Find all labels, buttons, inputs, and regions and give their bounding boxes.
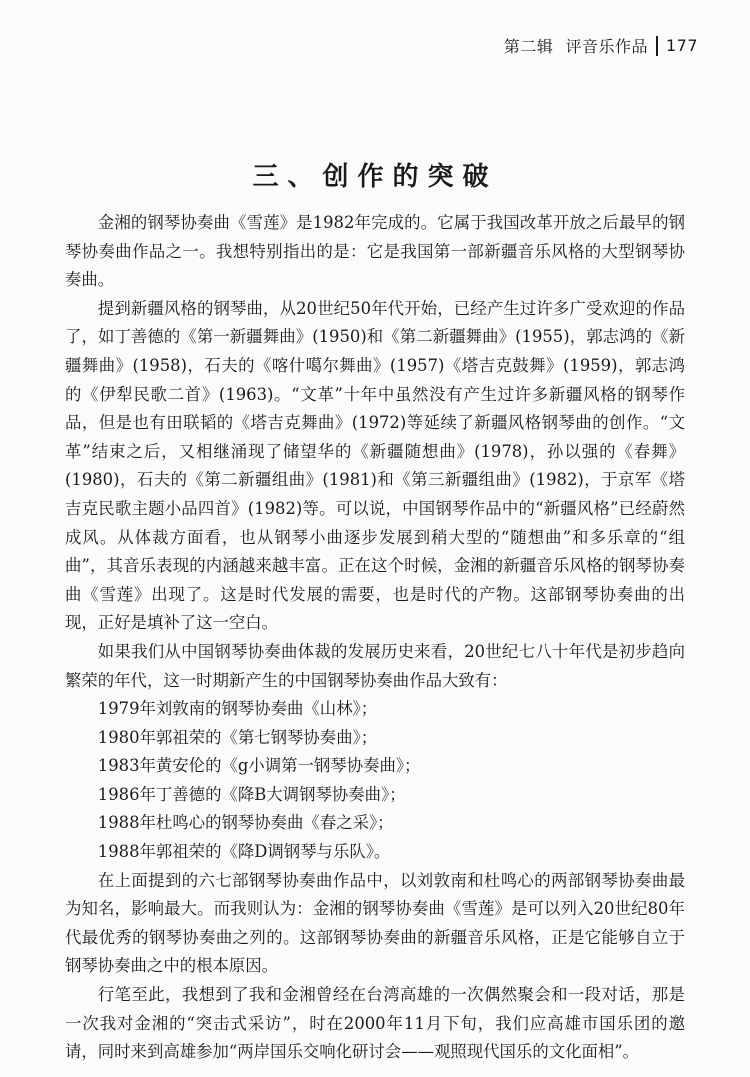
section-title: 三、创作的突破: [252, 162, 498, 192]
paragraph: 如果我们从中国钢琴协奏曲体裁的发展历史来看，20世纪七八十年代是初步趋向繁荣的年代，这一时期新产生的中国钢琴协奏曲作品大致有：: [65, 641, 685, 690]
work-list-item: 1986年丁善德的《降B大调钢琴协奏曲》；: [97, 784, 406, 804]
work-list-item: 1988年杜鸣心的钢琴协奏曲《春之采》；: [97, 813, 394, 833]
running-head-chapter: 评音乐作品: [565, 37, 648, 56]
paragraph: 在上面提到的六七部钢琴协奏曲作品中，以刘敦南和杜鸣心的两部钢琴协奏曲最为知名，影响最大。而我则认为：金湘的钢琴协奏曲《雪莲》是可以列入20世纪80年代最优秀的钢琴协奏曲之列的。这部钢琴协奏曲的新疆音乐风格，正是它能够自立于钢琴协奏曲之中的根本原因。: [65, 870, 685, 976]
work-list-item: 1988年郭祖荣的《降D调钢琴与乐队》。: [97, 842, 391, 862]
body-text: [65, 209, 685, 1067]
work-list-item: 1979年刘敦南的钢琴协奏曲《山林》；: [97, 699, 378, 719]
work-list-item: 1983年黄安伦的《g小调第一钢琴协奏曲》；: [97, 756, 421, 776]
paragraph: 提到新疆风格的钢琴曲，从20世纪50年代开始，已经产生过许多广受欢迎的作品了，如丁善德的《第一新疆舞曲》(1950)和《第二新疆舞曲》(1955)，郭志鸿的《新疆舞曲》(1958)，石夫的《喀什噶尔舞曲》(1957)《塔吉克鼓舞》(1959)，郭志鸿的《伊犁民歌二首》(1963)。“文革”十年中虽然没有产生过许多新疆风格的钢琴作品，但是也有田联韬的《塔吉克舞曲》(1972)等延续了新疆风格钢琴曲的创作。“文革”结束之后，又相继涌现了储望华的《新疆随想曲》(1978)，孙以强的《春舞》(1980)，石夫的《第二新疆组曲》(1981)和《第三新疆组曲》(1982)，于京军《塔吉克民歌主题小品四首》(1982)等。可以说，中国钢琴作品中的“新疆风格”已经蔚然成风。从体裁方面看，也从钢琴小曲逐步发展到稍大型的“随想曲”和多乐章的“组曲”，其音乐表现的内涵越来越丰富。正在这个时候，金湘的新疆音乐风格的钢琴协奏曲《雪莲》出现了。这是时代发展的需要，也是时代的产物。这部钢琴协奏曲的出现，正好是填补了这一空白。: [65, 298, 685, 633]
running-head-divider: [656, 36, 658, 56]
page-number: 177: [665, 36, 698, 55]
work-list-item: 1980年郭祖荣的《第七钢琴协奏曲》；: [97, 727, 378, 747]
paragraph: 金湘的钢琴协奏曲《雪莲》是1982年完成的。它属于我国改革开放之后最早的钢琴协奏曲作品之一。我想特别指出的是：它是我国第一部新疆音乐风格的大型钢琴协奏曲。: [65, 213, 685, 290]
paragraph: 行笔至此，我想到了我和金湘曾经在台湾高雄的一次偶然聚会和一段对话，那是一次我对金湘的“突击式采访”，时在2000年11月下旬，我们应高雄市国乐团的邀请，同时来到高雄参加“两岸国乐交响化研讨会——观照现代国乐的文化面相”。: [65, 985, 685, 1062]
running-head-section: 第二辑: [503, 37, 554, 56]
running-head: [504, 34, 698, 57]
